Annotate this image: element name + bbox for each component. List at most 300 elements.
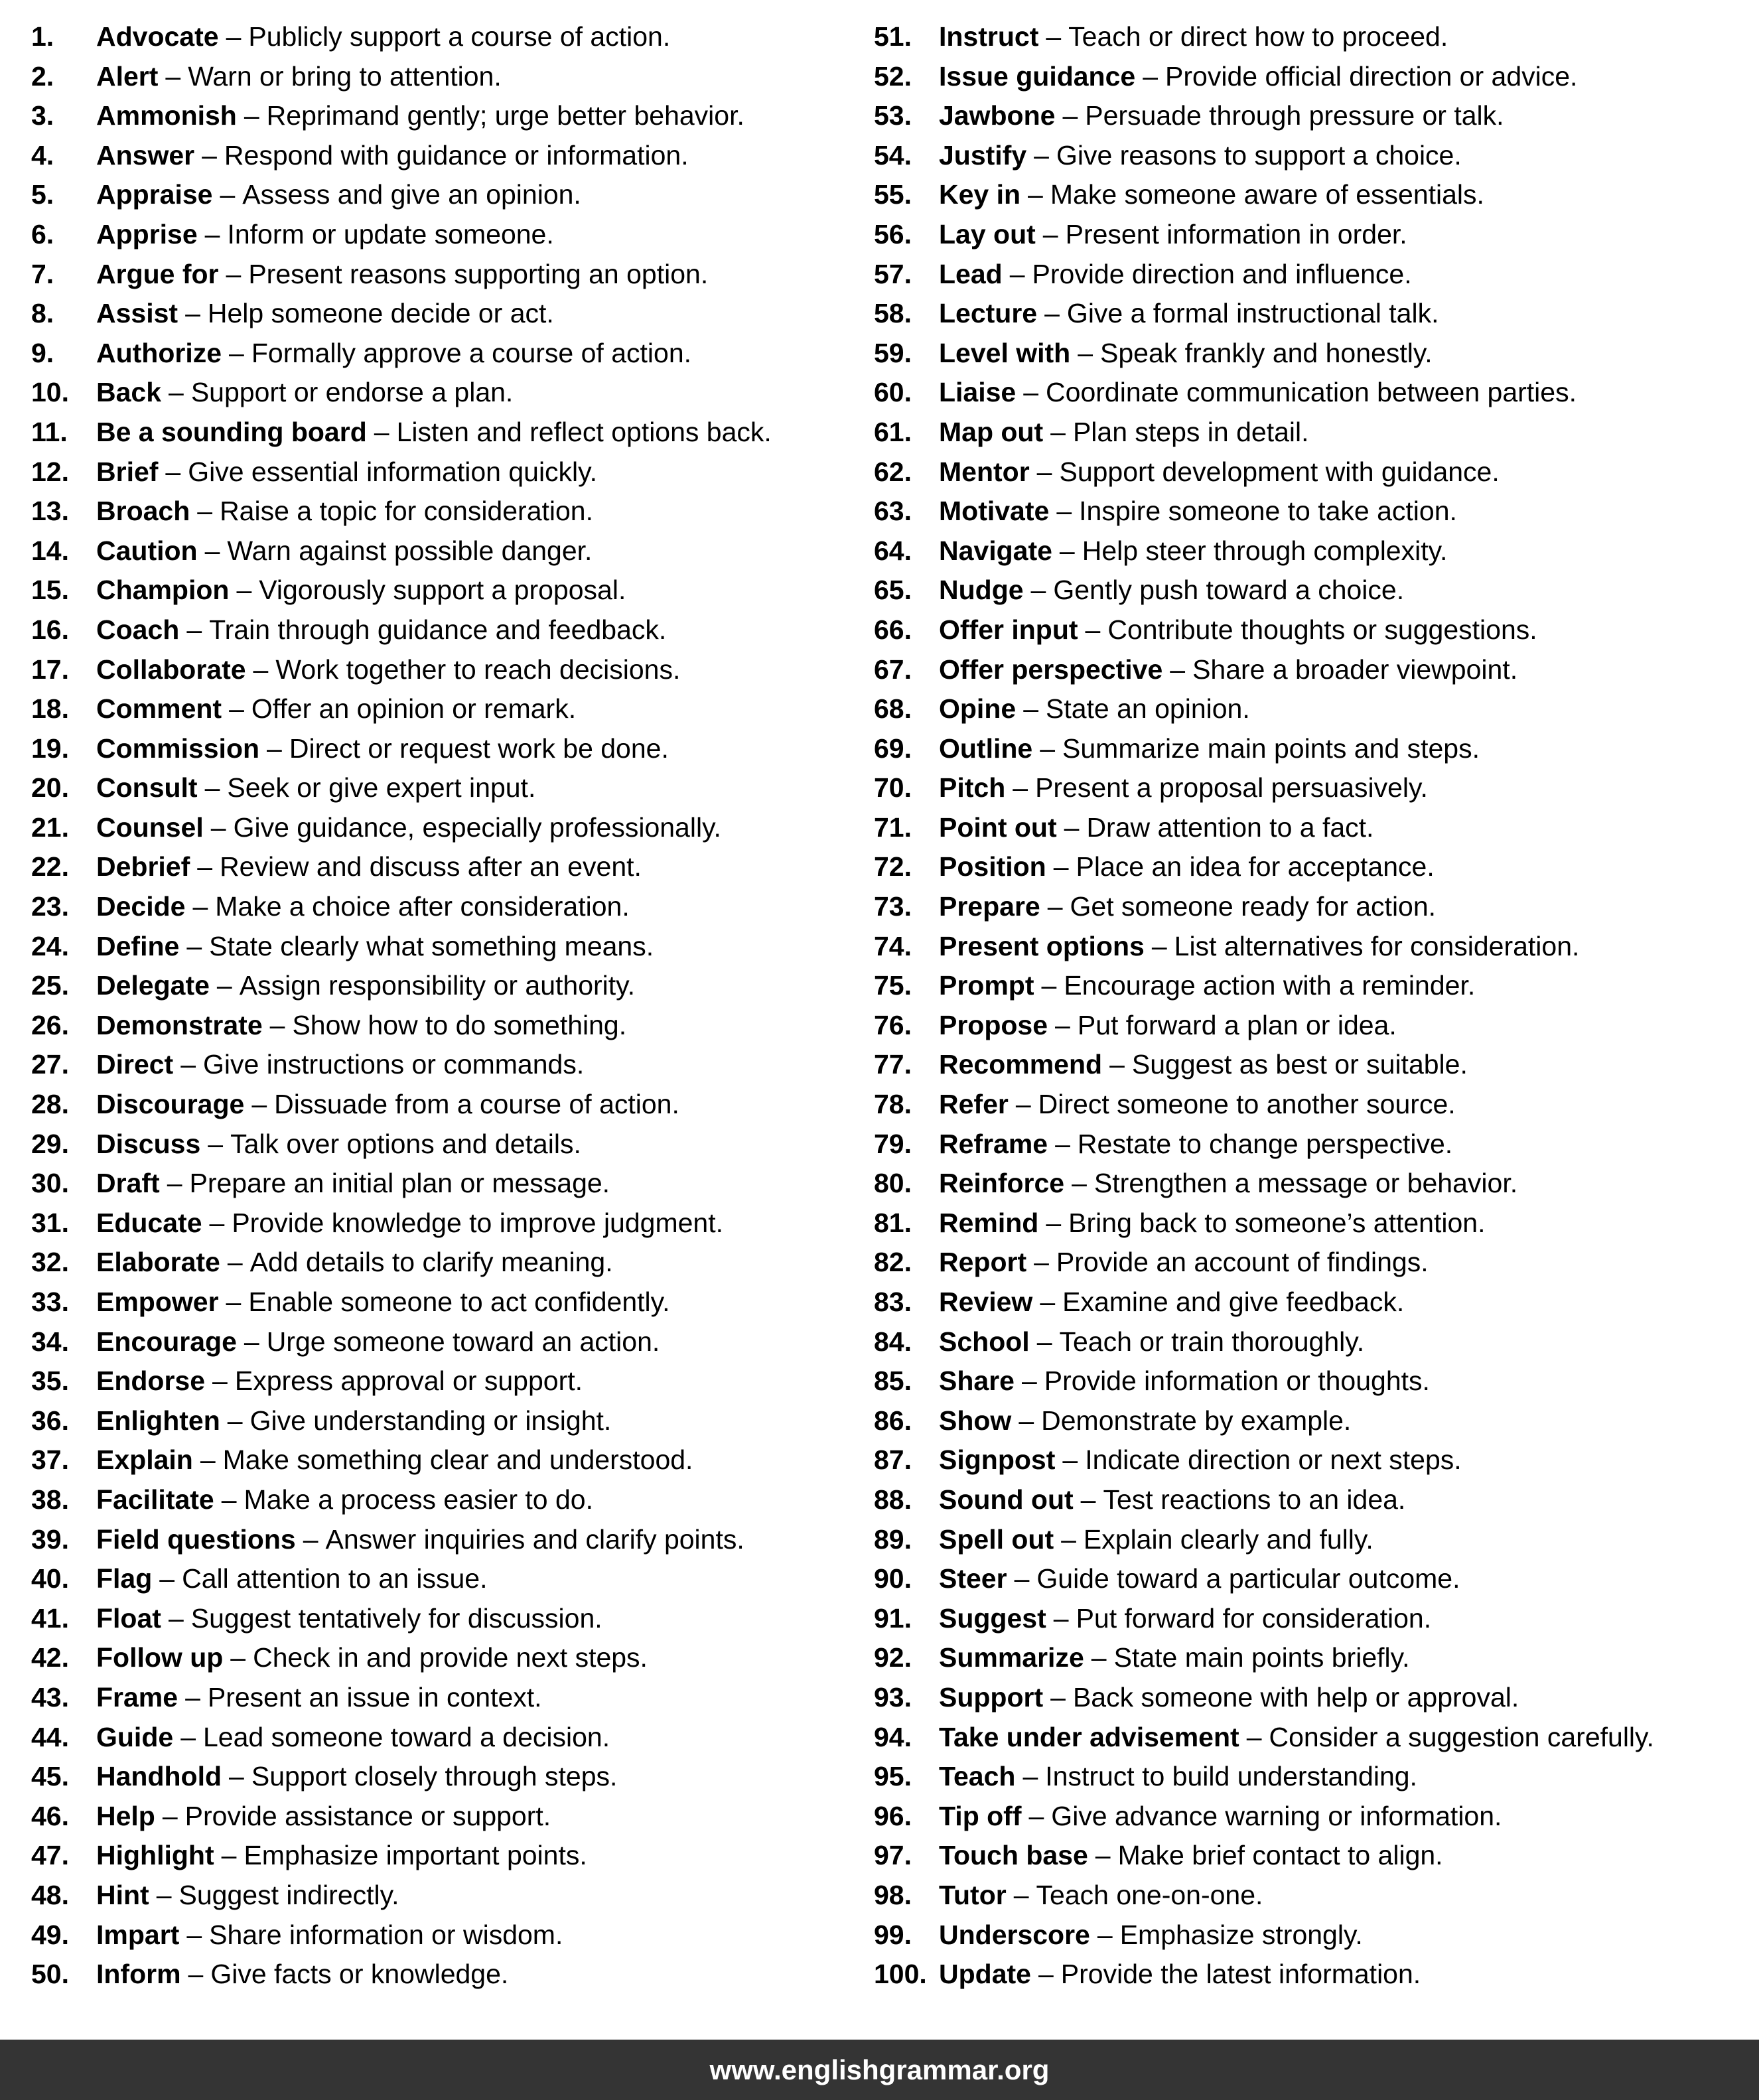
item-term: Flag bbox=[96, 1563, 153, 1594]
item-term: Be a sounding board bbox=[96, 416, 367, 447]
list-item bbox=[874, 1599, 1756, 1639]
item-text bbox=[939, 610, 1537, 650]
item-definition: Place an idea for acceptance. bbox=[1076, 851, 1435, 882]
item-term: Jawbone bbox=[939, 100, 1056, 131]
item-number: 43. bbox=[31, 1681, 69, 1713]
item-definition: Present reasons supporting an option. bbox=[248, 258, 709, 289]
list-item bbox=[874, 1283, 1756, 1322]
item-text bbox=[96, 610, 666, 650]
item-text bbox=[96, 334, 691, 374]
item-definition: Contribute thoughts or suggestions. bbox=[1107, 614, 1537, 645]
list-item bbox=[874, 17, 1756, 57]
item-definition: Coordinate communication between parties. bbox=[1046, 377, 1577, 408]
item-text bbox=[96, 294, 554, 334]
item-dash: – bbox=[1034, 1247, 1049, 1278]
item-definition: Consider a suggestion carefully. bbox=[1269, 1721, 1654, 1752]
item-number: 9. bbox=[31, 337, 54, 368]
item-dash: – bbox=[1040, 1287, 1056, 1317]
item-dash: – bbox=[188, 1959, 204, 1990]
item-term: Touch base bbox=[939, 1840, 1088, 1871]
list-item bbox=[31, 1757, 867, 1797]
item-dash: – bbox=[192, 891, 208, 922]
item-dash: – bbox=[185, 1681, 200, 1713]
item-term: Prepare bbox=[939, 891, 1040, 922]
item-definition: Prepare an initial plan or message. bbox=[189, 1168, 610, 1199]
item-number: 54. bbox=[874, 139, 912, 171]
item-number: 2. bbox=[31, 60, 54, 92]
item-number: 35. bbox=[31, 1365, 69, 1397]
item-dash: – bbox=[1072, 1168, 1087, 1199]
item-definition: Enable someone to act confidently. bbox=[248, 1287, 670, 1317]
item-dash: – bbox=[244, 100, 259, 131]
item-text bbox=[939, 1362, 1430, 1401]
item-dash: – bbox=[226, 258, 242, 289]
item-term: Field questions bbox=[96, 1523, 296, 1555]
item-term: Impart bbox=[96, 1919, 180, 1950]
item-number: 84. bbox=[874, 1326, 912, 1357]
item-number: 44. bbox=[31, 1721, 69, 1752]
list-item bbox=[874, 1757, 1756, 1797]
list-item bbox=[31, 1876, 867, 1916]
item-definition: Provide knowledge to improve judgment. bbox=[232, 1207, 723, 1238]
item-text bbox=[939, 294, 1439, 334]
item-definition: Share a broader viewpoint. bbox=[1192, 654, 1518, 685]
item-term: Delegate bbox=[96, 970, 210, 1001]
item-definition: Give essential information quickly. bbox=[188, 456, 598, 487]
item-definition: Support closely through steps. bbox=[251, 1761, 618, 1792]
item-number: 31. bbox=[31, 1207, 69, 1238]
item-number: 27. bbox=[31, 1049, 69, 1080]
item-number: 83. bbox=[874, 1287, 912, 1317]
item-dash: – bbox=[1059, 535, 1075, 566]
item-term: Broach bbox=[96, 496, 190, 527]
item-text bbox=[96, 1204, 723, 1243]
item-number: 87. bbox=[874, 1444, 912, 1476]
item-number: 10. bbox=[31, 377, 69, 408]
item-term: Collaborate bbox=[96, 654, 246, 685]
item-definition: Work together to reach decisions. bbox=[275, 654, 681, 685]
item-definition: Teach or direct how to proceed. bbox=[1068, 21, 1448, 52]
item-definition: Review and discuss after an event. bbox=[220, 851, 642, 882]
item-dash: – bbox=[1064, 811, 1080, 843]
item-dash: – bbox=[208, 1128, 224, 1159]
item-term: Update bbox=[939, 1959, 1031, 1990]
item-dash: – bbox=[156, 1879, 172, 1910]
item-term: Sound out bbox=[939, 1484, 1074, 1515]
item-text bbox=[96, 966, 635, 1006]
item-text bbox=[939, 175, 1484, 215]
item-number: 20. bbox=[31, 772, 69, 804]
item-definition: Suggest as best or suitable. bbox=[1131, 1049, 1468, 1080]
item-term: Advocate bbox=[96, 21, 219, 52]
item-number: 63. bbox=[874, 496, 912, 527]
item-text bbox=[939, 847, 1435, 887]
item-number: 76. bbox=[874, 1009, 912, 1040]
item-text bbox=[939, 1599, 1431, 1639]
item-definition: Present information in order. bbox=[1065, 218, 1407, 249]
item-text bbox=[939, 96, 1504, 136]
item-text bbox=[96, 1678, 542, 1718]
list-item bbox=[874, 1006, 1756, 1046]
item-definition: Gently push toward a choice. bbox=[1053, 575, 1405, 606]
footer-bar bbox=[0, 2040, 1759, 2100]
list-item bbox=[31, 294, 867, 334]
item-number: 4. bbox=[31, 139, 54, 171]
item-number: 88. bbox=[874, 1484, 912, 1515]
item-text bbox=[96, 215, 554, 255]
item-definition: Assign responsibility or authority. bbox=[239, 970, 636, 1001]
item-dash: – bbox=[1050, 416, 1066, 447]
item-number: 99. bbox=[874, 1919, 912, 1950]
list-item bbox=[31, 1718, 867, 1758]
item-definition: Provide information or thoughts. bbox=[1044, 1365, 1430, 1397]
item-definition: Give a formal instructional talk. bbox=[1066, 298, 1439, 329]
list-item bbox=[31, 1836, 867, 1876]
list-item bbox=[874, 1955, 1756, 1995]
item-term: Encourage bbox=[96, 1326, 237, 1357]
list-item bbox=[874, 1243, 1756, 1283]
list-item bbox=[874, 1916, 1756, 1955]
list-item bbox=[874, 571, 1756, 610]
item-definition: Make brief contact to align. bbox=[1117, 1840, 1443, 1871]
item-term: Argue for bbox=[96, 258, 219, 289]
item-term: Apprise bbox=[96, 218, 198, 249]
item-text bbox=[96, 1559, 488, 1599]
list-item bbox=[31, 1599, 867, 1639]
item-number: 77. bbox=[874, 1049, 912, 1080]
list-item bbox=[874, 492, 1756, 531]
item-definition: Call attention to an issue. bbox=[182, 1563, 488, 1594]
item-text bbox=[939, 1797, 1502, 1837]
item-definition: Encourage action with a reminder. bbox=[1064, 970, 1476, 1001]
list-item bbox=[874, 1440, 1756, 1480]
item-text bbox=[939, 1204, 1485, 1243]
item-definition: Share information or wisdom. bbox=[209, 1919, 563, 1950]
list-item bbox=[874, 1797, 1756, 1837]
item-term: Show bbox=[939, 1405, 1012, 1436]
list-item bbox=[31, 1243, 867, 1283]
item-dash: – bbox=[1061, 1523, 1076, 1555]
item-number: 65. bbox=[874, 575, 912, 606]
item-dash: – bbox=[253, 654, 269, 685]
list-item bbox=[874, 808, 1756, 848]
item-dash: – bbox=[1091, 1642, 1107, 1673]
item-term: Propose bbox=[939, 1009, 1048, 1040]
list-item bbox=[874, 1520, 1756, 1560]
item-term: Enlighten bbox=[96, 1405, 220, 1436]
list-item bbox=[874, 215, 1756, 255]
item-number: 48. bbox=[31, 1879, 69, 1910]
item-dash: – bbox=[1151, 930, 1167, 961]
item-term: Key in bbox=[939, 179, 1021, 210]
item-text bbox=[96, 1045, 584, 1085]
item-term: Facilitate bbox=[96, 1484, 214, 1515]
item-text bbox=[96, 1836, 587, 1876]
item-term: Map out bbox=[939, 416, 1044, 447]
item-term: Review bbox=[939, 1287, 1033, 1317]
item-text bbox=[96, 175, 581, 215]
item-number: 58. bbox=[874, 298, 912, 329]
item-dash: – bbox=[1046, 21, 1062, 52]
item-dash: – bbox=[1053, 851, 1069, 882]
list-item bbox=[874, 650, 1756, 690]
item-term: Commission bbox=[96, 733, 260, 764]
item-definition: Get someone ready for action. bbox=[1070, 891, 1437, 922]
item-number: 82. bbox=[874, 1247, 912, 1278]
item-text bbox=[939, 136, 1462, 176]
item-number: 18. bbox=[31, 693, 69, 725]
item-term: Take under advisement bbox=[939, 1721, 1239, 1752]
item-text bbox=[939, 1955, 1421, 1995]
item-term: Ammonish bbox=[96, 100, 237, 131]
item-dash: – bbox=[210, 811, 226, 843]
item-text bbox=[96, 1006, 626, 1046]
item-dash: – bbox=[1022, 1761, 1038, 1792]
item-term: Demonstrate bbox=[96, 1009, 263, 1040]
item-dash: – bbox=[1053, 1602, 1069, 1634]
item-term: Coach bbox=[96, 614, 180, 645]
item-dash: – bbox=[1036, 456, 1052, 487]
item-definition: Present a proposal persuasively. bbox=[1035, 772, 1428, 804]
item-definition: Demonstrate by example. bbox=[1041, 1405, 1352, 1436]
item-text bbox=[939, 927, 1579, 967]
item-text bbox=[96, 17, 670, 57]
item-term: Mentor bbox=[939, 456, 1030, 487]
list-item bbox=[31, 1955, 867, 1995]
list-item bbox=[31, 927, 867, 967]
item-dash: – bbox=[1143, 60, 1159, 92]
list-item bbox=[874, 1678, 1756, 1718]
item-definition: State an opinion. bbox=[1046, 693, 1250, 725]
item-number: 30. bbox=[31, 1168, 69, 1199]
list-item bbox=[31, 768, 867, 808]
item-number: 5. bbox=[31, 179, 54, 210]
item-text bbox=[939, 571, 1404, 610]
item-term: Spell out bbox=[939, 1523, 1054, 1555]
item-term: Liaise bbox=[939, 377, 1017, 408]
item-dash: – bbox=[244, 1326, 259, 1357]
list-item bbox=[31, 1797, 867, 1837]
item-definition: Talk over options and details. bbox=[230, 1128, 581, 1159]
item-number: 78. bbox=[874, 1089, 912, 1120]
list-item bbox=[31, 175, 867, 215]
item-text bbox=[96, 453, 597, 492]
item-text bbox=[96, 1125, 581, 1164]
item-term: Lecture bbox=[939, 298, 1038, 329]
item-dash: – bbox=[1062, 100, 1078, 131]
item-number: 36. bbox=[31, 1405, 69, 1436]
item-definition: Inform or update someone. bbox=[227, 218, 554, 249]
list-item bbox=[31, 966, 867, 1006]
list-item bbox=[31, 1204, 867, 1243]
item-term: Debrief bbox=[96, 851, 190, 882]
item-dash: – bbox=[1030, 575, 1046, 606]
item-definition: Answer inquiries and clarify points. bbox=[325, 1523, 744, 1555]
item-text bbox=[96, 927, 654, 967]
list-item bbox=[31, 1480, 867, 1520]
item-term: Issue guidance bbox=[939, 60, 1136, 92]
item-dash: – bbox=[1062, 1444, 1078, 1476]
item-number: 26. bbox=[31, 1009, 69, 1040]
item-definition: Check in and provide next steps. bbox=[253, 1642, 648, 1673]
item-dash: – bbox=[1036, 1326, 1052, 1357]
item-text bbox=[939, 1440, 1462, 1480]
item-number: 40. bbox=[31, 1563, 69, 1594]
item-definition: Provide official direction or advice. bbox=[1165, 60, 1578, 92]
item-number: 3. bbox=[31, 100, 54, 131]
list-item bbox=[874, 887, 1756, 927]
item-text bbox=[96, 373, 513, 413]
item-term: Justify bbox=[939, 139, 1027, 171]
list-item bbox=[874, 531, 1756, 571]
item-number: 68. bbox=[874, 693, 912, 725]
item-definition: Examine and give feedback. bbox=[1062, 1287, 1405, 1317]
item-definition: Warn or bring to attention. bbox=[188, 60, 502, 92]
item-number: 6. bbox=[31, 218, 54, 249]
list-item bbox=[31, 571, 867, 610]
item-text bbox=[939, 17, 1448, 57]
item-definition: State clearly what something means. bbox=[209, 930, 654, 961]
item-text bbox=[96, 136, 689, 176]
item-dash: – bbox=[1028, 1800, 1044, 1831]
item-dash: – bbox=[169, 377, 184, 408]
item-definition: Help someone decide or act. bbox=[207, 298, 554, 329]
item-term: Alert bbox=[96, 60, 159, 92]
item-dash: – bbox=[1055, 1009, 1070, 1040]
list-item bbox=[31, 1283, 867, 1322]
item-number: 32. bbox=[31, 1247, 69, 1278]
list-item bbox=[31, 1678, 867, 1718]
list-item bbox=[31, 1045, 867, 1085]
item-text bbox=[96, 847, 642, 887]
list-item bbox=[31, 650, 867, 690]
item-dash: – bbox=[159, 1563, 175, 1594]
item-text bbox=[939, 1638, 1409, 1678]
item-dash: – bbox=[229, 693, 244, 725]
item-term: Discourage bbox=[96, 1089, 245, 1120]
list-column-right bbox=[874, 17, 1756, 1995]
item-dash: – bbox=[226, 1287, 242, 1317]
list-item bbox=[31, 413, 867, 453]
item-number: 38. bbox=[31, 1484, 69, 1515]
item-text bbox=[939, 1836, 1443, 1876]
item-number: 34. bbox=[31, 1326, 69, 1357]
list-item bbox=[31, 1006, 867, 1046]
item-number: 22. bbox=[31, 851, 69, 882]
item-term: Guide bbox=[96, 1721, 174, 1752]
item-number: 98. bbox=[874, 1879, 912, 1910]
item-number: 24. bbox=[31, 930, 69, 961]
list-item bbox=[31, 492, 867, 531]
item-definition: Publicly support a course of action. bbox=[248, 21, 671, 52]
item-number: 95. bbox=[874, 1761, 912, 1792]
item-number: 85. bbox=[874, 1365, 912, 1397]
item-dash: – bbox=[1109, 1049, 1125, 1080]
item-definition: Make a choice after consideration. bbox=[215, 891, 630, 922]
item-number: 14. bbox=[31, 535, 69, 566]
item-number: 16. bbox=[31, 614, 69, 645]
item-number: 72. bbox=[874, 851, 912, 882]
item-term: Reinforce bbox=[939, 1168, 1065, 1199]
item-definition: Urge someone toward an action. bbox=[266, 1326, 660, 1357]
item-dash: – bbox=[165, 60, 181, 92]
item-dash: – bbox=[185, 298, 200, 329]
item-term: Remind bbox=[939, 1207, 1039, 1238]
item-text bbox=[939, 1164, 1517, 1204]
item-text bbox=[939, 1006, 1397, 1046]
item-number: 21. bbox=[31, 811, 69, 843]
list-item bbox=[874, 1401, 1756, 1441]
list-item bbox=[31, 255, 867, 295]
item-term: Offer perspective bbox=[939, 654, 1163, 685]
item-text bbox=[939, 1520, 1373, 1560]
item-dash: – bbox=[374, 416, 389, 447]
item-term: Appraise bbox=[96, 179, 213, 210]
item-definition: Listen and reflect options back. bbox=[396, 416, 772, 447]
item-text bbox=[96, 531, 592, 571]
item-term: Share bbox=[939, 1365, 1015, 1397]
item-text bbox=[939, 1876, 1263, 1916]
item-dash: – bbox=[1013, 772, 1028, 804]
item-definition: Teach one-on-one. bbox=[1036, 1879, 1263, 1910]
item-number: 69. bbox=[874, 733, 912, 764]
item-dash: – bbox=[1078, 337, 1093, 368]
item-term: Help bbox=[96, 1800, 155, 1831]
item-definition: Suggest tentatively for discussion. bbox=[190, 1602, 602, 1634]
item-term: Tip off bbox=[939, 1800, 1022, 1831]
item-dash: – bbox=[1040, 733, 1056, 764]
item-definition: Show how to do something. bbox=[292, 1009, 627, 1040]
list-item bbox=[874, 1125, 1756, 1164]
item-number: 41. bbox=[31, 1602, 69, 1634]
item-term: Lead bbox=[939, 258, 1003, 289]
list-item bbox=[31, 136, 867, 176]
item-text bbox=[96, 1322, 660, 1362]
item-definition: Plan steps in detail. bbox=[1072, 416, 1309, 447]
list-item bbox=[31, 1401, 867, 1441]
list-item bbox=[31, 610, 867, 650]
item-definition: Give advance warning or information. bbox=[1051, 1800, 1502, 1831]
item-dash: – bbox=[1038, 1959, 1054, 1990]
item-text bbox=[939, 1480, 1405, 1520]
item-definition: Present an issue in context. bbox=[207, 1681, 542, 1713]
item-dash: – bbox=[1034, 139, 1049, 171]
item-term: Suggest bbox=[939, 1602, 1046, 1634]
item-term: Position bbox=[939, 851, 1046, 882]
list-column-left bbox=[31, 17, 867, 1995]
list-item bbox=[874, 1718, 1756, 1758]
item-term: Assist bbox=[96, 298, 178, 329]
item-term: Endorse bbox=[96, 1365, 206, 1397]
item-definition: Teach or train thoroughly. bbox=[1059, 1326, 1365, 1357]
item-term: Reframe bbox=[939, 1128, 1048, 1159]
item-term: Frame bbox=[96, 1681, 178, 1713]
item-number: 15. bbox=[31, 575, 69, 606]
item-text bbox=[939, 1718, 1654, 1758]
list-item bbox=[874, 768, 1756, 808]
item-number: 49. bbox=[31, 1919, 69, 1950]
item-number: 7. bbox=[31, 258, 54, 289]
list-item bbox=[31, 1085, 867, 1125]
item-number: 73. bbox=[874, 891, 912, 922]
item-text bbox=[939, 1559, 1460, 1599]
item-number: 13. bbox=[31, 496, 69, 527]
item-dash: – bbox=[1014, 1563, 1030, 1594]
list-item bbox=[31, 373, 867, 413]
item-dash: – bbox=[197, 851, 213, 882]
item-text bbox=[96, 1916, 563, 1955]
item-definition: Summarize main points and steps. bbox=[1062, 733, 1480, 764]
